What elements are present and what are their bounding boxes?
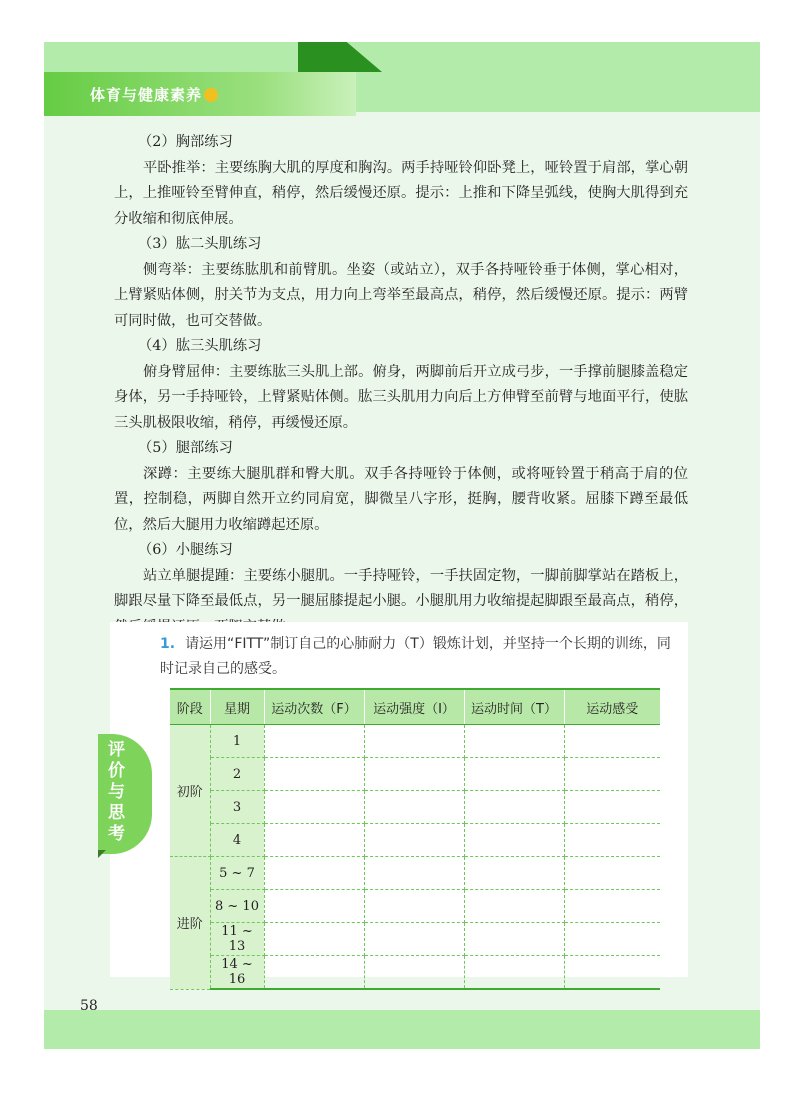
intensity-cell[interactable] bbox=[364, 923, 464, 956]
section-heading: （3）肱二头肌练习 bbox=[138, 236, 262, 252]
body-text bbox=[114, 130, 688, 640]
intensity-cell[interactable] bbox=[364, 824, 464, 857]
column-header: 运动时间（T） bbox=[464, 689, 564, 725]
week-cell: 14 ~ 16 bbox=[210, 956, 264, 990]
week-cell: 2 bbox=[210, 758, 264, 791]
table-header-row bbox=[170, 689, 660, 725]
side-tab-notch bbox=[98, 850, 106, 858]
week-cell: 8 ~ 10 bbox=[210, 890, 264, 923]
time-cell[interactable] bbox=[464, 758, 564, 791]
clover-icon bbox=[204, 88, 218, 102]
question-text: 请运用“FITT”制订自己的心肺耐力（T）锻炼计划，并坚持一个长期的训练，同时记录自己的感受。 bbox=[160, 636, 671, 677]
time-cell[interactable] bbox=[464, 824, 564, 857]
section-heading: （6）小腿练习 bbox=[138, 542, 233, 558]
time-cell[interactable] bbox=[464, 956, 564, 990]
table-row bbox=[170, 857, 660, 890]
column-header: 运动感受 bbox=[564, 689, 660, 725]
frequency-cell[interactable] bbox=[264, 857, 364, 890]
section-paragraph: 站立单腿提踵：主要练小腿肌。一手持哑铃，一手扶固定物，一脚前脚掌站在踏板上，脚跟尽量下降至最低点，另一腿屈膝提起小腿。小腿肌用力收缩提起脚跟至最高点，稍停， bbox=[114, 567, 688, 609]
table-row bbox=[170, 758, 660, 791]
intensity-cell[interactable] bbox=[364, 758, 464, 791]
time-cell[interactable] bbox=[464, 857, 564, 890]
section-heading: （5）腿部练习 bbox=[138, 440, 233, 456]
stage-cell: 进阶 bbox=[170, 857, 210, 990]
frequency-cell[interactable] bbox=[264, 791, 364, 824]
question-number: 1. bbox=[160, 636, 176, 652]
header-title: 体育与健康素养 bbox=[90, 86, 203, 104]
feeling-cell[interactable] bbox=[564, 857, 660, 890]
feeling-cell[interactable] bbox=[564, 890, 660, 923]
frequency-cell[interactable] bbox=[264, 923, 364, 956]
frequency-cell[interactable] bbox=[264, 725, 364, 758]
table-row bbox=[170, 824, 660, 857]
time-cell[interactable] bbox=[464, 890, 564, 923]
intensity-cell[interactable] bbox=[364, 956, 464, 990]
frequency-cell[interactable] bbox=[264, 890, 364, 923]
feeling-cell[interactable] bbox=[564, 791, 660, 824]
column-header: 运动次数（F） bbox=[264, 689, 364, 725]
table-row bbox=[170, 956, 660, 990]
table-row bbox=[170, 890, 660, 923]
table-row bbox=[170, 923, 660, 956]
frequency-cell[interactable] bbox=[264, 758, 364, 791]
feeling-cell[interactable] bbox=[564, 758, 660, 791]
column-header: 阶段 bbox=[170, 689, 210, 725]
section-heading: （4）肱三头肌练习 bbox=[138, 338, 262, 354]
feeling-cell[interactable] bbox=[564, 923, 660, 956]
time-cell[interactable] bbox=[464, 923, 564, 956]
intensity-cell[interactable] bbox=[364, 890, 464, 923]
time-cell[interactable] bbox=[464, 725, 564, 758]
section-paragraph: 俯身臂屈伸：主要练肱三头肌上部。俯身，两脚前后开立成弓步，一手撑前腿膝盖稳定身体，另一手持哑铃，上臂紧贴体侧。肱三头肌用力向后上方伸臂至前臂与地面平行，使肱三头肌极限收缩，稍停，再缓慢还原。 bbox=[114, 363, 688, 431]
section-paragraph: 侧弯举：主要练肱肌和前臂肌。坐姿（或站立），双手各持哑铃垂于体侧，掌心相对，上臂紧贴体侧，肘关节为支点，用力向上弯举至最高点，稍停，然后缓慢还原。提示：两臂可同时做，也可交替做。 bbox=[114, 261, 688, 329]
intensity-cell[interactable] bbox=[364, 857, 464, 890]
week-cell: 1 bbox=[210, 725, 264, 758]
column-header: 运动强度（I） bbox=[364, 689, 464, 725]
table-row bbox=[170, 791, 660, 824]
footer-band bbox=[44, 1010, 760, 1049]
intensity-cell[interactable] bbox=[364, 791, 464, 824]
week-cell: 3 bbox=[210, 791, 264, 824]
section-paragraph: 深蹲：主要练大腿肌群和臀大肌。双手各持哑铃于体侧，或将哑铃置于稍高于肩的位置，控制稳，两脚自然开立约同肩宽，脚微呈八字形，挺胸，腰背收紧。屈膝下蹲至最低位，然后大腿用力收缩蹲起还原。 bbox=[114, 465, 688, 533]
frequency-cell[interactable] bbox=[264, 824, 364, 857]
stage-cell: 初阶 bbox=[170, 725, 210, 857]
week-cell: 5 ~ 7 bbox=[210, 857, 264, 890]
feeling-cell[interactable] bbox=[564, 725, 660, 758]
column-header: 星期 bbox=[210, 689, 264, 725]
page-number: 58 bbox=[80, 998, 98, 1014]
fitt-plan-table bbox=[170, 688, 660, 990]
feeling-cell[interactable] bbox=[564, 956, 660, 990]
time-cell[interactable] bbox=[464, 791, 564, 824]
feeling-cell[interactable] bbox=[564, 824, 660, 857]
running-header bbox=[90, 84, 218, 105]
week-cell: 4 bbox=[210, 824, 264, 857]
table-row bbox=[170, 725, 660, 758]
intensity-cell[interactable] bbox=[364, 725, 464, 758]
section-paragraph: 平卧推举：主要练胸大肌的厚度和胸沟。两手持哑铃仰卧凳上，哑铃置于肩部，掌心朝上，上推哑铃至臂伸直，稍停，然后缓慢还原。提示：上推和下降呈弧线，使胸大肌得到充分收缩和彻底伸展。 bbox=[114, 159, 688, 227]
week-cell: 11 ~ 13 bbox=[210, 923, 264, 956]
review-side-label: 评价与思考 bbox=[108, 740, 125, 844]
review-question bbox=[160, 632, 680, 682]
frequency-cell[interactable] bbox=[264, 956, 364, 990]
section-heading: （2）胸部练习 bbox=[138, 134, 233, 150]
